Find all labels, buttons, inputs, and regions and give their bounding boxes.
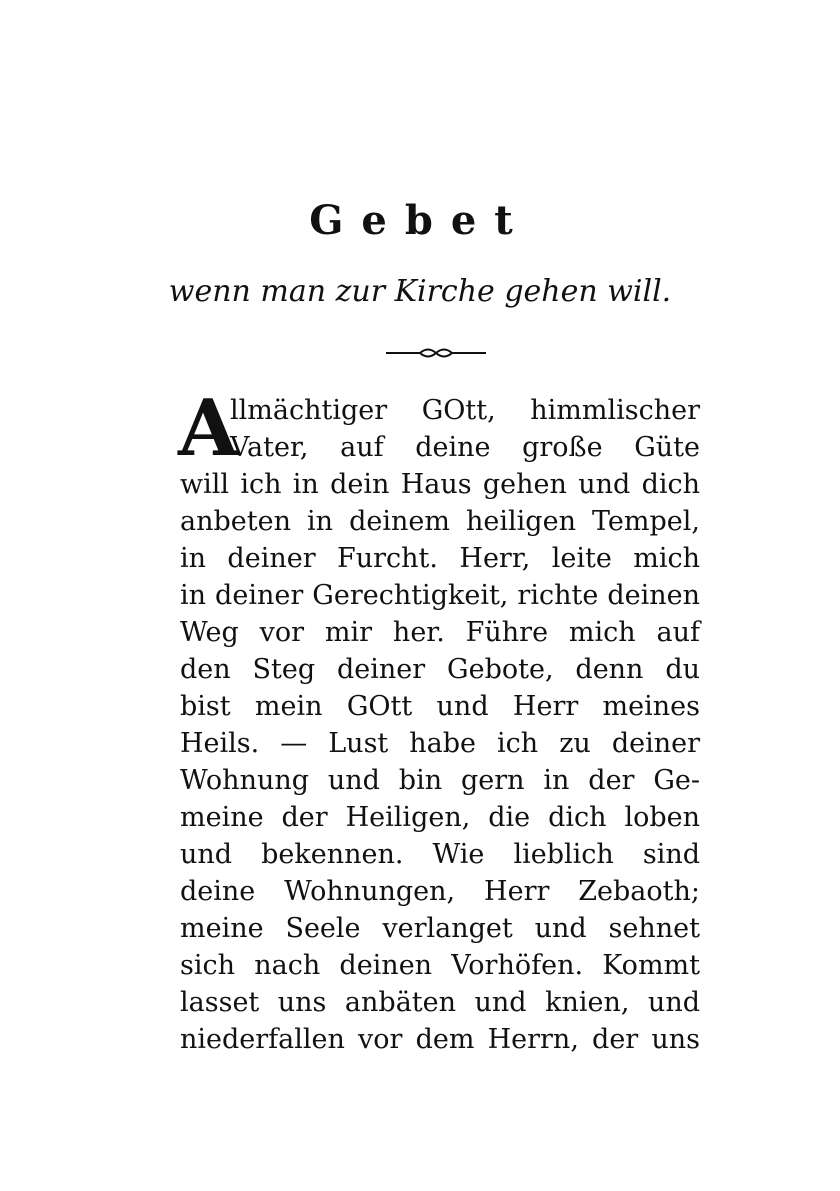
text-line: Wohnung und bin gern in der Ge- (180, 765, 700, 796)
text-line: sich nach deinen Vorhöfen. Kommt (180, 950, 700, 981)
ornament-divider-icon (386, 346, 486, 360)
page-title: Gebet (309, 197, 531, 244)
text-line: meine der Heiligen, die dich loben (180, 802, 700, 833)
text-line: lasset uns anbäten und knien, und (180, 987, 700, 1018)
text-line: meine Seele verlanget und sehnet (180, 913, 700, 944)
text-line: deine Wohnungen, Herr Zebaoth; (180, 876, 700, 907)
prayer-text (178, 383, 700, 1058)
text-line: llmächtiger GOtt, himmlischer (230, 395, 700, 426)
drop-cap: A (178, 383, 239, 474)
text-line: in deiner Gerechtigkeit, richte deinen (180, 580, 700, 611)
text-line: Weg vor mir her. Führe mich auf (180, 617, 700, 648)
text-line: und bekennen. Wie lieblich sind (180, 839, 700, 870)
text-line: in deiner Furcht. Herr, leite mich (180, 543, 700, 574)
text-line: bist mein GOtt und Herr meines (180, 691, 700, 722)
text-line: Heils. — Lust habe ich zu deiner (180, 728, 700, 759)
text-line: Vater, auf deine große Güte (230, 432, 700, 463)
text-line: will ich in dein Haus gehen und dich (180, 469, 700, 500)
text-line: anbeten in deinem heiligen Tempel, (180, 506, 700, 537)
text-line: niederfallen vor dem Herrn, der uns (180, 1024, 700, 1055)
page-subtitle: wenn man zur Kirche gehen will. (168, 274, 672, 309)
text-line: den Steg deiner Gebote, denn du (180, 654, 700, 685)
